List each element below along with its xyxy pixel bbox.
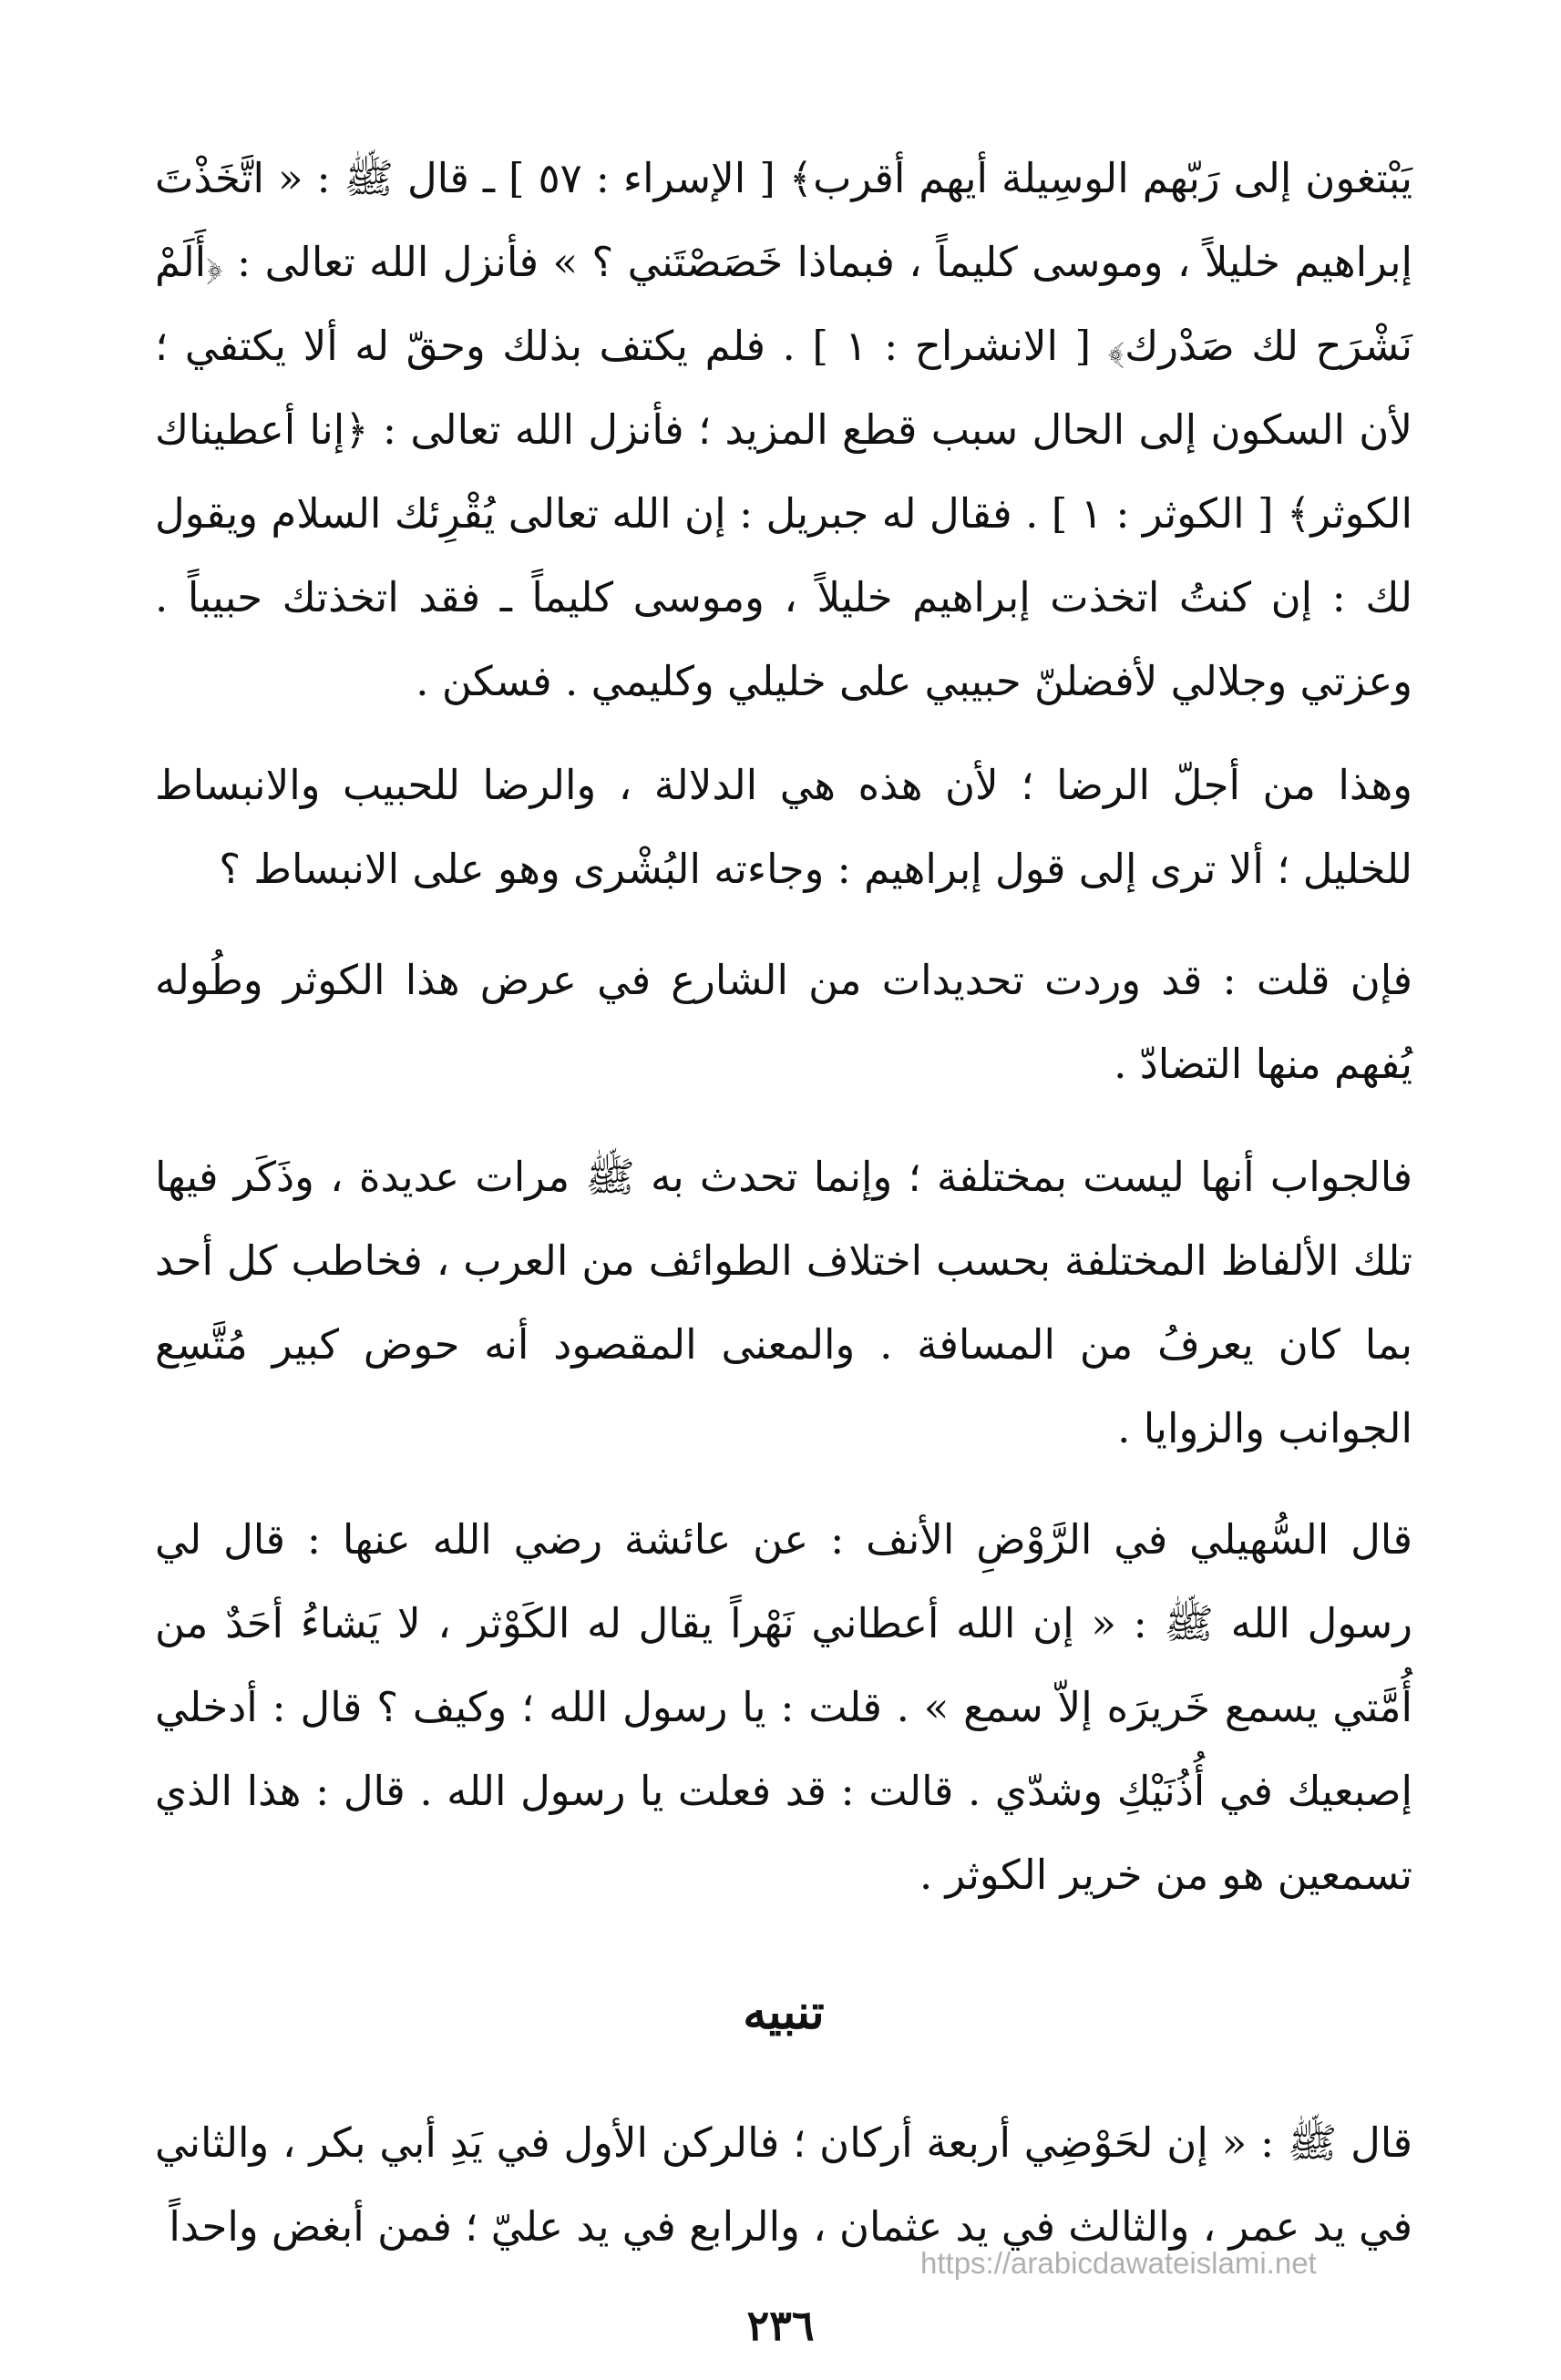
paragraph-4: فالجواب أنها ليست بمختلفة ؛ وإنما تحدث به ﷺ مرات عديدة ، وذَكَر فيها تلك الألفاظ المختلفة بحسب اختلاف الطوائف من العرب ، فخاطب كل أحد بما كان يعرفُ من المسافة . والمعنى المقصود أنه حوض كبير مُتَّسِع الجوانب والزوايا .: [155, 1153, 1412, 1452]
paragraph-3: فإن قلت : قد وردت تحديدات من الشارع في عرض هذا الكوثر وطُوله يُفهم منها التضادّ .: [155, 956, 1412, 1088]
paragraph-final: قال ﷺ : « إن لحَوْضِي أربعة أركان ؛ فالركن الأول في يَدِ أبي بكر ، والثاني في يد عمر ، والثالث في يد عثمان ، والرابع في يد عليّ ؛ فمن أبغض واحداً: [155, 2118, 1412, 2251]
paragraph-2: وهذا من أجلّ الرضا ؛ لأن هذه هي الدلالة ، والرضا للحبيب والانبساط للخليل ؛ ألا ترى إلى قول إبراهيم : وجاءته البُشْرى وهو على الانبساط ؟: [155, 761, 1412, 893]
paragraph-5: قال السُّهيلي في الرَّوْضِ الأنف : عن عائشة رضي الله عنها : قال لي رسول الله ﷺ : « إن الله أعطاني نَهْراً يقال له الكَوْثر ، لا يَشاءُ أحَدٌ من أُمَّتي يسمع خَريرَه إلاّ سمع » . قلت : يا رسول الله ؛ وكيف ؟ قال : أدخلي إصبعيك في أُذُنَيْكِ وشدّي . قالت : قد فعلت يا رسول الله . قال : هذا الذي تسمعين هو من خرير الكوثر .: [155, 1515, 1412, 1899]
paragraph-1: يَبْتغون إلى رَبّهم الوسِيلة أيهم أقرب﴾ [ الإسراء : ٥٧ ] ـ قال ﷺ : « اتَّخَذْتَ إبراهيم خليلاً ، وموسى كليماً ، فبماذا خَصَصْتَني ؟ » فأنزل الله تعالى : ﴿أَلَمْ نَشْرَح لك صَدْرك﴾ [ الانشراح : ١ ] . فلم يكتف بذلك وحقّ له ألا يكتفي ؛ لأن السكون إلى الحال سبب قطع المزيد ؛ فأنزل الله تعالى : ﴿إنا أعطيناك الكوثر﴾ [ الكوثر : ١ ] . فقال له جبريل : إن الله تعالى يُقْرِئك السلام ويقول لك : إن كنتُ اتخذت إبراهيم خليلاً ، وموسى كليماً ـ فقد اتخذتك حبيباً . وعزتي وجلالي لأفضلنّ حبيبي على خليلي وكليمي . فسكن .: [155, 154, 1412, 705]
section-heading: تنبيه: [743, 1985, 825, 2040]
page-body: [155, 137, 1412, 2269]
watermark-url: https://arabicdawateislami.net: [920, 2246, 1317, 2280]
page-number: ٢٣٦: [746, 2301, 815, 2350]
